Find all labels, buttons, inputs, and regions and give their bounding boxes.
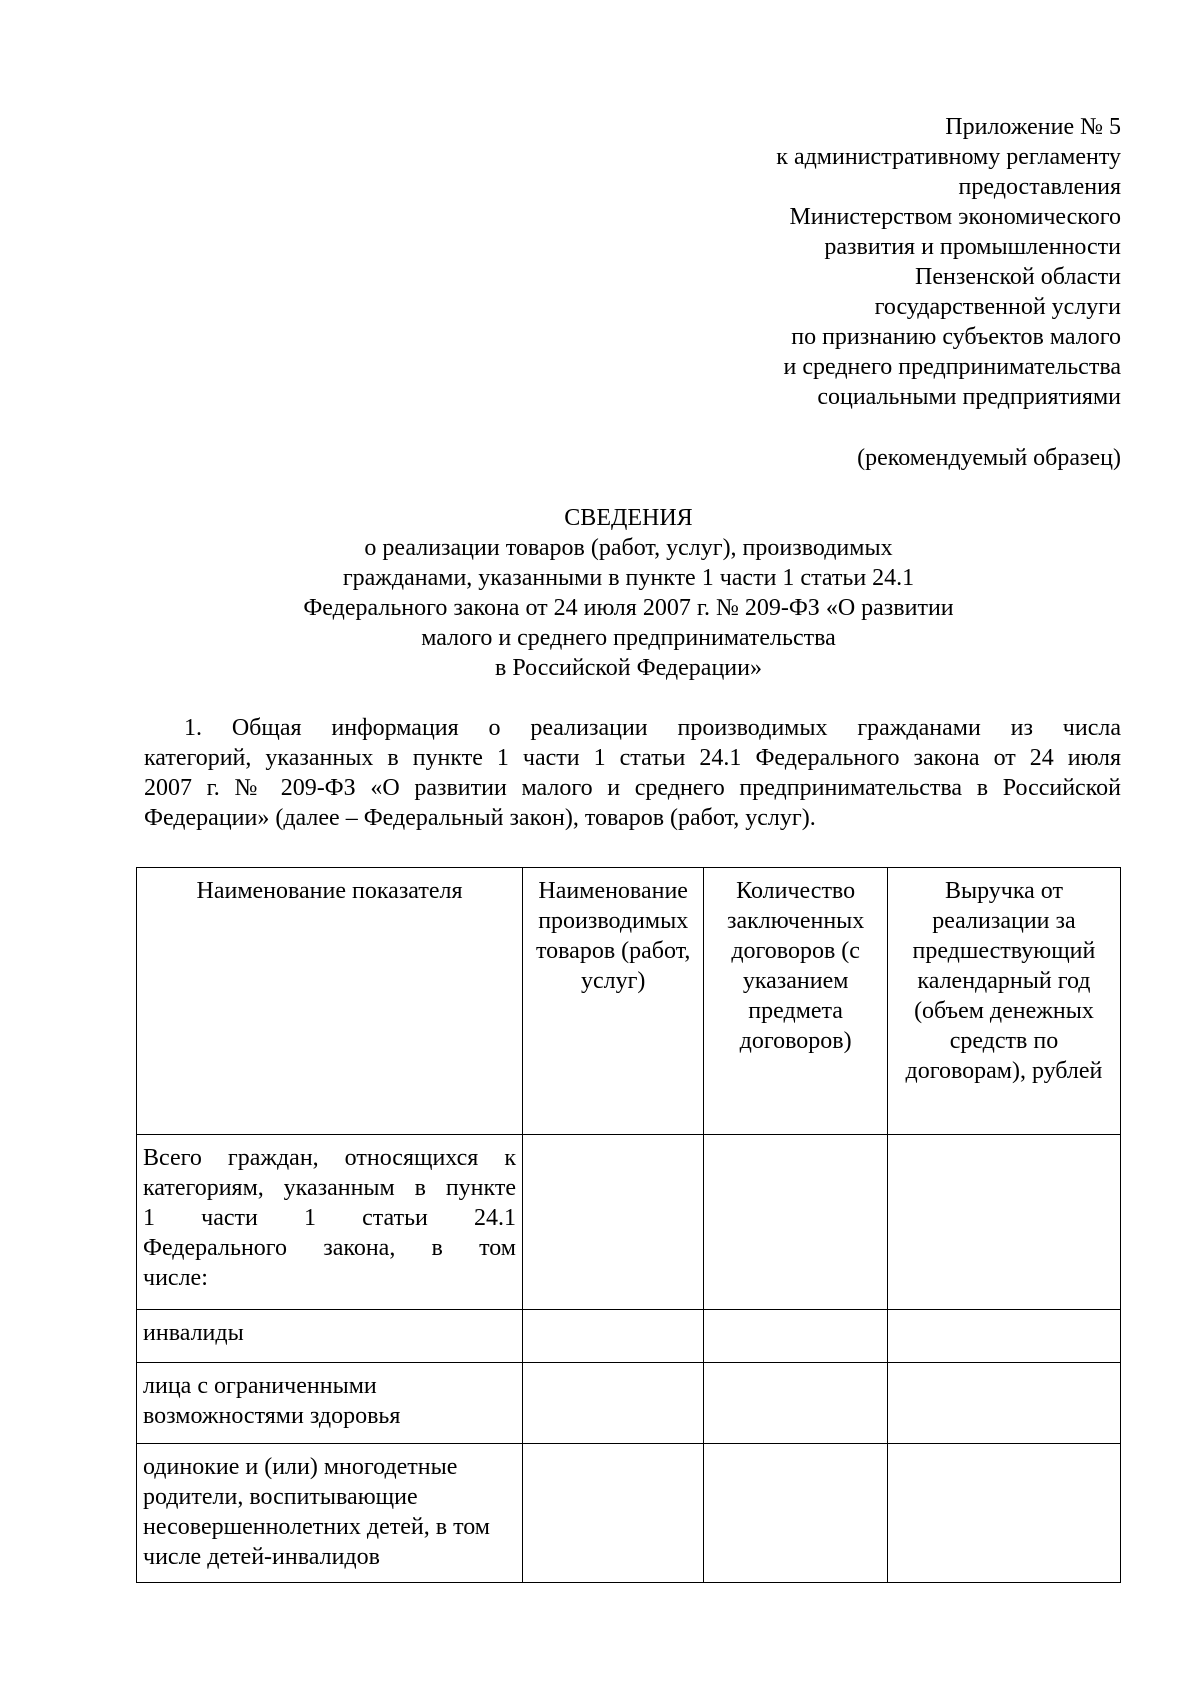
- appendix-line: по признанию субъектов малого: [791, 324, 1121, 350]
- paragraph-line: 1. Общая информация о реализации производимых гражданами из числа: [184, 715, 1121, 741]
- revenue-cell[interactable]: [887, 1444, 1120, 1583]
- contracts-cell[interactable]: [704, 1363, 888, 1444]
- appendix-line: развития и промышленности: [824, 234, 1121, 260]
- goods-cell[interactable]: [523, 1135, 704, 1310]
- paragraph-line: 2007 г. № 209-ФЗ «О развитии малого и среднего предпринимательства в Российской: [144, 775, 1121, 801]
- row-label-line: Федерального закона, в том: [143, 1235, 516, 1261]
- goods-cell[interactable]: [523, 1363, 704, 1444]
- table-row: [137, 1444, 1121, 1583]
- appendix-line: Министерством экономического: [789, 204, 1121, 230]
- appendix-header: [601, 112, 1121, 412]
- row-label-line: категориям, указанным в пункте: [143, 1175, 516, 1201]
- revenue-cell[interactable]: [887, 1363, 1120, 1444]
- general-info-paragraph: [144, 713, 1121, 833]
- contracts-cell[interactable]: [704, 1444, 888, 1583]
- row-label-disabled: инвалиды: [137, 1310, 523, 1363]
- title-line: малого и среднего предпринимательства: [421, 625, 836, 651]
- row-label-line: 1 части 1 статьи 24.1: [143, 1205, 516, 1231]
- row-label-single-parents: одинокие и (или) многодетные родители, воспитывающие несовершеннолетних детей, в том числе детей-инвалидов: [137, 1444, 523, 1583]
- header-revenue: Выручка от реализации за предшествующий календарный год (объем денежных средств по договорам), рублей: [887, 868, 1120, 1135]
- row-label-line: Всего граждан, относящихся к: [143, 1145, 516, 1171]
- appendix-line: к административному регламенту: [776, 144, 1121, 170]
- paragraph-line: категорий, указанных в пункте 1 части 1 статьи 24.1 Федерального закона от 24 июля: [144, 745, 1121, 771]
- title-line: Федерального закона от 24 июля 2007 г. № 209-ФЗ «О развитии: [303, 595, 954, 621]
- title-line: в Российской Федерации»: [495, 655, 762, 681]
- title-line: о реализации товаров (работ, услуг), производимых: [364, 535, 893, 561]
- table-header-row: [137, 868, 1121, 1135]
- table-row: [137, 1310, 1121, 1363]
- sample-note: (рекомендуемый образец): [857, 445, 1121, 471]
- row-label-limited-health: лица с ограниченными возможностями здоровья: [137, 1363, 523, 1444]
- revenue-cell[interactable]: [887, 1310, 1120, 1363]
- table-row: [137, 1363, 1121, 1444]
- revenue-cell[interactable]: [887, 1135, 1120, 1310]
- appendix-line: Пензенской области: [915, 264, 1121, 290]
- goods-cell[interactable]: [523, 1310, 704, 1363]
- header-indicator-name: Наименование показателя: [137, 868, 523, 1135]
- appendix-line: предоставления: [958, 174, 1121, 200]
- table-row: [137, 1135, 1121, 1310]
- contracts-cell[interactable]: [704, 1135, 888, 1310]
- row-label-total: [137, 1135, 523, 1310]
- header-contracts-count: Количество заключенных договоров (с указанием предмета договоров): [704, 868, 888, 1135]
- appendix-line: Приложение № 5: [945, 114, 1121, 140]
- title-line: гражданами, указанными в пункте 1 части 1 статьи 24.1: [342, 565, 915, 591]
- appendix-line: и среднего предпринимательства: [783, 354, 1121, 380]
- row-label-line: числе:: [143, 1265, 208, 1291]
- sales-info-table: [136, 867, 1121, 1583]
- paragraph-line: Федерации» (далее – Федеральный закон), товаров (работ, услуг).: [144, 805, 816, 831]
- document-title: [136, 503, 1121, 683]
- header-goods-name: Наименование производимых товаров (работ, услуг): [523, 868, 704, 1135]
- appendix-line: государственной услуги: [874, 294, 1121, 320]
- title-heading: СВЕДЕНИЯ: [564, 505, 693, 531]
- contracts-cell[interactable]: [704, 1310, 888, 1363]
- appendix-line: социальными предприятиями: [817, 384, 1121, 410]
- goods-cell[interactable]: [523, 1444, 704, 1583]
